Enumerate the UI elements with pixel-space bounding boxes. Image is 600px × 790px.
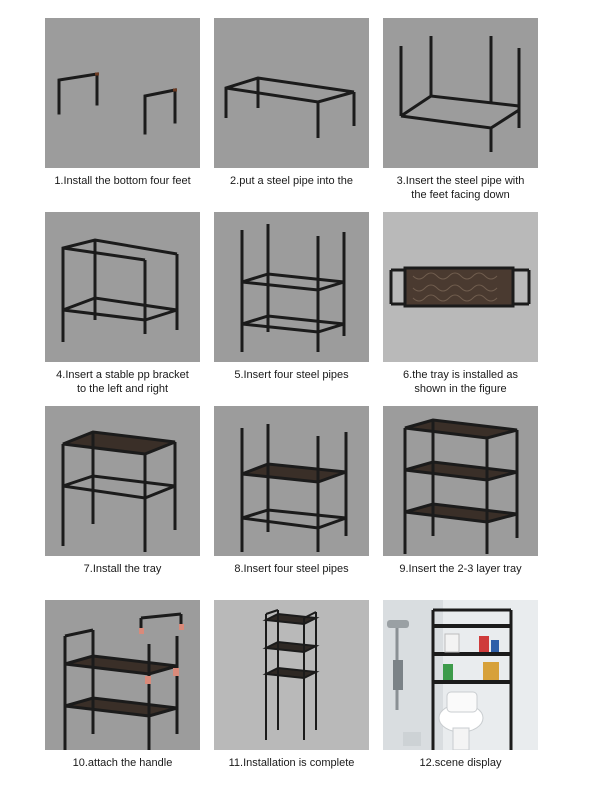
step-9-illustration	[383, 406, 538, 556]
step-4-caption: 4.Insert a stable pp bracket to the left and right	[56, 369, 189, 395]
step-9	[383, 406, 538, 594]
step-11	[214, 600, 369, 790]
step-11-caption: 11.Installation is complete	[228, 757, 355, 769]
step-10-caption: 10.attach the handle	[72, 757, 173, 769]
step-11-illustration	[214, 600, 369, 750]
step-6-illustration	[383, 212, 538, 362]
step-10-illustration	[45, 600, 200, 750]
step-6	[383, 212, 538, 400]
step-12	[383, 600, 538, 790]
step-7-caption: 7.Install the tray	[83, 563, 162, 575]
step-5-caption: 5.Insert four steel pipes	[234, 369, 349, 381]
step-2	[214, 18, 369, 206]
step-4	[45, 212, 200, 400]
step-8	[214, 406, 369, 594]
step-2-caption: 2.put a steel pipe into the	[230, 175, 353, 187]
step-1	[45, 18, 200, 206]
step-1-illustration	[45, 18, 200, 168]
step-3	[383, 18, 538, 206]
step-3-caption: 3.Insert the steel pipe with the feet facing down	[396, 175, 525, 201]
step-9-caption: 9.Insert the 2-3 layer tray	[399, 563, 522, 575]
step-12-illustration	[383, 600, 538, 750]
step-6-caption: 6.the tray is installed as shown in the figure	[403, 369, 518, 395]
step-4-illustration	[45, 212, 200, 362]
step-5-illustration	[214, 212, 369, 362]
step-8-caption: 8.Insert four steel pipes	[234, 563, 349, 575]
instruction-grid	[45, 18, 538, 790]
step-1-caption: 1.Install the bottom four feet	[54, 175, 191, 187]
step-3-illustration	[383, 18, 538, 168]
step-8-illustration	[214, 406, 369, 556]
step-12-caption: 12.scene display	[419, 757, 502, 769]
step-2-illustration	[214, 18, 369, 168]
step-7-illustration	[45, 406, 200, 556]
step-5	[214, 212, 369, 400]
step-10	[45, 600, 200, 790]
step-7	[45, 406, 200, 594]
